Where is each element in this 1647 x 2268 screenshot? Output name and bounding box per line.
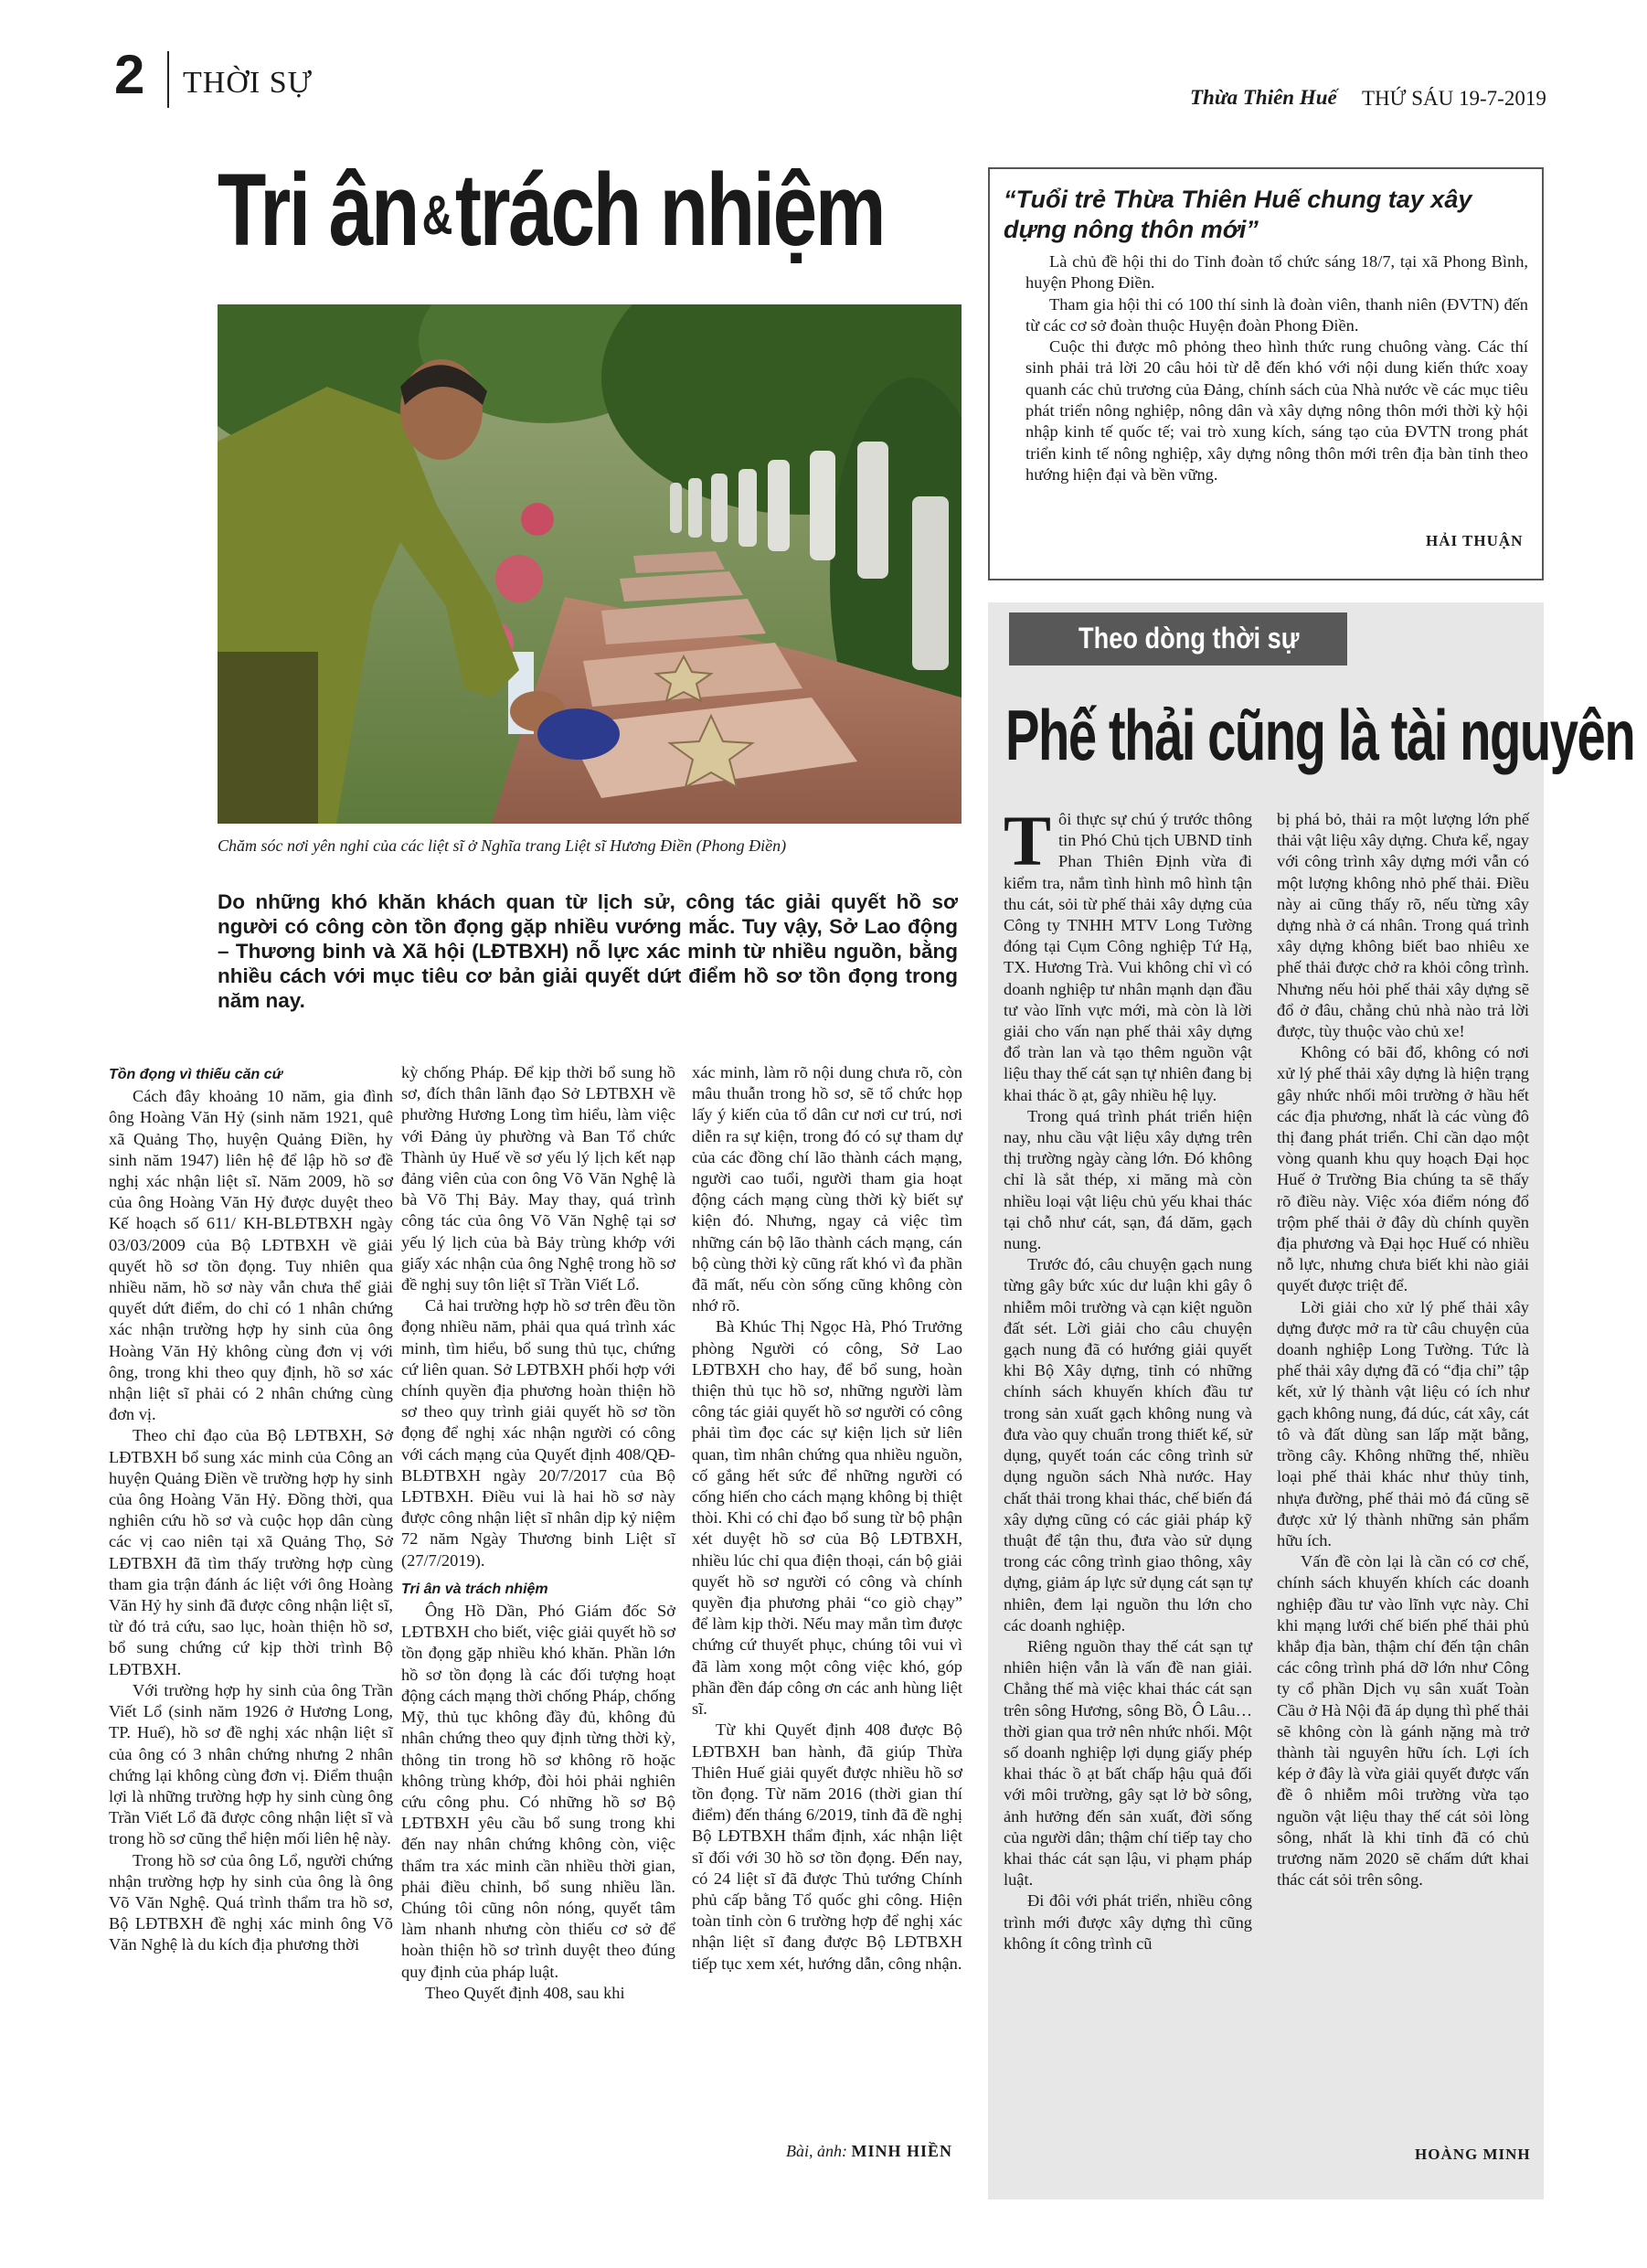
- section-name: THỜI SỰ: [183, 66, 313, 100]
- paragraph: Từ khi Quyết định 408 được Bộ LĐTBXH ban hành, đã giúp Thừa Thiên Huế giải quyết được nhiều hồ sơ tồn đọng. Từ năm 2016 (thời gian thí điểm) đến tháng 6/2019, tỉnh đã đề nghị Bộ LĐTBXH thẩm định, xác nhận liệt sĩ đối với 30 hồ sơ tồn đọng. Đến nay, có 24 liệt sĩ đã được Thủ tướng Chính phủ cấp bằng Tổ quốc ghi công. Hiện toàn tỉnh còn 6 trường hợp để nghị xác nhận liệt sĩ đang được Bộ LĐTBXH tiếp tục xem xét, hướng dẫn, công nhận.: [692, 1720, 962, 1973]
- paragraph: Là chủ đề hội thi do Tỉnh đoàn tổ chức sáng 18/7, tại xã Phong Bình, huyện Phong Điền.: [1025, 252, 1528, 293]
- paragraph: Cuộc thi được mô phỏng theo hình thức rung chuông vàng. Các thí sinh phải trả lời 20 câu hỏi từ dễ đến khó với nội dung kiến thức xoay quanh các chủ trương của Đảng, chính sách của Nhà nước về các mục tiêu phát triển nông nghiệp, nông dân và xây dựng nông thôn mới thời kỳ hội nhập kinh tế quốc tế; vai trò xung kích, sáng tạo của ĐVTN trong phát triển kinh tế nông nghiệp, xây dựng nông thôn mới trên địa bàn tỉnh theo hướng hiện đại và bền vững.: [1025, 337, 1528, 484]
- paragraph: Ông Hồ Dần, Phó Giám đốc Sở LĐTBXH cho biết, việc giải quyết hồ sơ tồn đọng gặp nhiều khó khăn. Phần lớn hồ sơ tồn đọng là các đối tượng hoạt động cách mạng thời chống Pháp, chống Mỹ, thủ tục không đầy đủ, không đủ nhân chứng theo quy định từng thời kỳ, thông tin trong hồ sơ không rõ hoặc không trùng khớp, đòi hỏi phải nghiên cứu công phu. Có những hồ sơ Bộ LĐTBXH yêu cầu bổ sung trong khi đến nay nhân chứng không còn, việc thẩm tra xác minh cần nhiều thời gian, phải điều chỉnh, bổ sung nhiều lần. Chúng tôi cũng nôn nóng, quyết tâm làm nhanh nhưng còn thiếu cơ sở để hoàn thiện hồ sơ trình duyệt theo đúng quy định của pháp luật.: [401, 1602, 675, 1981]
- paragraph: Không có bãi đổ, không có nơi xử lý phế thải xây dựng là hiện trạng gây nhức nhối môi trường ở hầu hết các địa phương, nhất là các vùng đô thị đang phát triển. Chỉ cần dạo một vòng quanh khu quy hoạch Đại học Huế ở Trường Bia chúng ta sẽ thấy rõ điều này. Việc xóa điểm nóng đổ trộm phế thải ở đây dù chính quyền địa phương và Đại học Huế có nhiều nỗ lực, nhưng chưa biết khi nào giải quyết được triệt để.: [1277, 1043, 1529, 1295]
- subheading: Tồn đọng vì thiếu căn cứ: [109, 1067, 283, 1082]
- news-box-title: “Tuổi trẻ Thừa Thiên Huế chung tay xây dựng nông thôn mới”: [1004, 186, 1472, 243]
- article-column-2: [401, 1062, 675, 2004]
- masthead: Thừa Thiên Huế: [1190, 86, 1337, 109]
- byline-name: MINH HIỀN: [851, 2142, 953, 2160]
- opinion-column-2: [1277, 809, 1529, 1890]
- cemetery-photo: [218, 304, 962, 824]
- photo-caption: Chăm sóc nơi yên nghỉ của các liệt sĩ ở Nghĩa trang Liệt sĩ Hương Điền (Phong Điền): [218, 836, 787, 855]
- paragraph: Trước đó, câu chuyện gạch nung từng gây bức xúc dư luận khi gây ô nhiễm môi trường và cạn kiệt nguồn đất sét. Lời giải cho câu chuyện gạch nung đã có hướng giải quyết khi Bộ Xây dựng, tỉnh có những chính sách khuyến khích đầu tư trong sản xuất gạch không nung và đưa vào quy chuẩn trong thiết kế, sử dụng, quyết toán các công trình sử dụng nguồn sách Nhà nước. Hay chất thải trong khai thác, chế biến đá xây dựng cũng có các giải pháp kỹ thuật để tận thu, đưa vào sử dụng trong các công trình giao thông, xây dựng, giảm áp lực sử dụng cát sạn tự nhiên, đem lại nguồn thu lớn cho các doanh nghiệp.: [1004, 1255, 1252, 1634]
- paragraph: Lời giải cho xử lý phế thải xây dựng được mở ra từ câu chuyện của doanh nghiệp Long Tường. Tức là phế thải xây dựng đã có “địa chỉ” tập kết, xử lý thành vật liệu có ích như gạch không nung, đá dúc, cát xây, cát tô và đất dùng san lấp mặt bằng, trồng cây. Không những thế, nhiều loại phế thải khác như thủy tinh, nhựa đường, phế thải mỏ đá cũng sẽ được xử lý thành những sản phẩm hữu ích.: [1277, 1297, 1529, 1549]
- paragraph: kỳ chống Pháp. Để kịp thời bổ sung hồ sơ, đích thân lãnh đạo Sở LĐTBXH về phường Hương Long tìm hiểu, làm việc với Đảng ủy phường và Ban Tổ chức Thành ủy Huế về sơ yếu lý lịch kết nạp đảng viên của con ông Võ Văn Nghệ là bà Võ Thị Bảy. May thay, quá trình công tác của ông Võ Văn Nghệ tại sơ yếu lý lịch của bà Bảy trùng khớp với giấy xác nhận của ông Nghệ trong hồ sơ đề nghị suy tôn liệt sĩ Trần Viết Lổ.: [401, 1063, 675, 1294]
- paragraph: Theo chỉ đạo của Bộ LĐTBXH, Sở LĐTBXH bổ sung xác minh của Công an huyện Quảng Điền về trường hợp hy sinh của ông Hoàng Văn Hỷ. Đồng thời, qua nghiên cứu hồ sơ và cuộc họp dân cùng các vị cao niên tại xã Quảng Thọ, Sở LĐTBXH đã tìm thấy trường hợp cùng tham gia trận đánh ác liệt với ông Hoàng Văn Hỷ hy sinh đã được công nhận liệt sĩ, từ đó trả cứu, sao lục, hoàn thiện hồ sơ, bổ sung chứng cứ kịp thời trình Bộ LĐTBXH.: [109, 1426, 393, 1678]
- page-number: 2: [114, 44, 145, 105]
- opinion-byline: HOÀNG MINH: [1415, 2146, 1531, 2163]
- paragraph: Với trường hợp hy sinh của ông Trần Viết Lổ (sinh năm 1926 ở Hương Long, TP. Huế), hồ sơ đề nghị xác nhận liệt sĩ của ông có 3 nhân chứng nhưng 2 nhân chứng lại không cùng đơn vị. Điểm thuận lợi là những trường hợp hy sinh cùng ông Trần Viết Lổ đã được công nhận liệt sĩ và trong hồ sơ cũng thể hiện mối liên hệ này.: [109, 1680, 393, 1848]
- article-column-1: [109, 1062, 393, 1956]
- opinion-column-1: [1004, 801, 1252, 1954]
- issue-date: THỨ SÁU 19-7-2019: [1362, 87, 1546, 110]
- paragraph: Đi đôi với phát triển, nhiều công trình mới được xây dựng thì cũng không ít công trình cũ: [1004, 1891, 1252, 1953]
- byline-prefix: Bài, ảnh:: [786, 2142, 847, 2160]
- paragraph: Trong hồ sơ của ông Lổ, người chứng nhận trường hợp hy sinh của ông là ông Võ Văn Nghệ. Quá trình thẩm tra hồ sơ, Bộ LĐTBXH đề nghị xác minh ông Võ Văn Nghệ là du kích địa phương thời: [109, 1850, 393, 1954]
- article-column-3: [692, 1062, 962, 1975]
- headline-amp: &: [421, 185, 452, 246]
- news-box-byline: HẢI THUẬN: [1426, 532, 1524, 549]
- kicker-label: Theo dòng thời sự: [1079, 622, 1300, 655]
- paragraph: bị phá bỏ, thải ra một lượng lớn phế thải vật liệu xây dựng. Chưa kể, ngay với công trình xây dựng mới vẫn có một lượng không nhỏ phế thải. Điều này ai cũng thấy rõ, nếu từng xây dựng nhà ở cá nhân. Trong quá trình xây dựng không biết bao nhiêu xe phế thải được chở ra khỏi công trình. Nhưng nếu hỏi phế thải xây dựng sẽ đổ ở đâu, chẳng chủ nhà nào trả lời được, tùy thuộc vào chủ xe!: [1277, 810, 1529, 1041]
- opinion-headline: Phế thải cũng là tài nguyên: [1005, 695, 1635, 775]
- header-divider: [167, 51, 169, 108]
- paragraph: Tham gia hội thi có 100 thí sinh là đoàn viên, thanh niên (ĐVTN) đến từ các cơ sở đoàn thuộc Huyện đoàn Phong Điền.: [1025, 294, 1528, 335]
- paragraph: Vấn đề còn lại là cần có cơ chế, chính sách khuyến khích các doanh nghiệp đầu tư vào lĩnh vực này. Chỉ khi mạng lưới chế biến phế thải phủ khắp địa bàn, thậm chí đến tận chân các công trình phá dỡ lớn như Công ty cổ phần Dịch vụ sân xuất Toàn Cầu ở Hà Nội đã áp dụng thì phế thải sẽ không còn là gánh nặng mà trở thành tài nguyên hữu ích. Lợi ích kép ở đây là vừa giải quyết được vấn đề ô nhiễm môi trường vừa tạo nguồn vật liệu thay thế cát sỏi lòng sông, nhất là khi tỉnh đã có chủ trương năm 2020 sẽ chấm dứt khai thác cát sỏi trên sông.: [1277, 1552, 1529, 1890]
- paragraph-text: ôi thực sự chú ý trước thông tin Phó Chủ tịch UBND tỉnh Phan Thiên Định vừa đi kiểm tra, nắm tình hình mô hình tận thu cát, sỏi từ phế thải xây dựng của Công ty TNHH MTV Long Tường đóng tại Cụm Công nghiệp Tứ Hạ, TX. Hương Trà. Vui không chỉ vì có doanh nghiệp tư nhân mạnh dạn đầu tư vào lĩnh vực mới, mà còn là lời giải cho vấn nạn phế thải xây dựng đổ tràn lan và tạo thêm nguồn vật liệu thay thế cát sạn tự nhiên đang bị khai thác ồ ạt, gây nhiều hệ lụy.: [1004, 810, 1252, 1104]
- drop-cap: T: [1004, 801, 1052, 880]
- lead-paragraph: Do những khó khăn khách quan từ lịch sử, công tác giải quyết hồ sơ người có công còn tồn đọng gặp nhiều vướng mắc. Tuy vậy, Sở Lao động – Thương binh và Xã hội (LĐTBXH) nỗ lực xác minh từ nhiều nguồn, bằng nhiều cách với mục tiêu cơ bản giải quyết dứt điểm hồ sơ tồn đọng trong năm nay.: [218, 890, 958, 1012]
- article-byline: [786, 2142, 952, 2161]
- paragraph: Cách đây khoảng 10 năm, gia đình ông Hoàng Văn Hỷ (sinh năm 1921, quê xã Quảng Thọ, huyện Quảng Điền, hy sinh năm 1947) liên hệ để lập hồ sơ đề nghị xác nhận liệt sĩ. Năm 2009, hồ sơ của ông Hoàng Văn Hỷ được duyệt theo Kế hoạch số 611/ KH-BLĐTBXH ngày 03/03/2009 của Bộ LĐTBXH về giải quyết hồ sơ tồn đọng. Tuy nhiên qua nhiều năm, hồ sơ này vẫn chưa thể giải quyết dứt điểm, do chỉ có 1 nhân chứng xác nhận trường hợp hy sinh của ông Hoàng Văn Hỷ không cùng đơn vị với ông, trong khi theo quy định, hồ sơ xác nhận liệt sĩ phải có 2 nhân chứng cùng đơn vị.: [109, 1087, 393, 1424]
- paragraph: [1004, 801, 1252, 1106]
- paragraph: xác minh, làm rõ nội dung chưa rõ, còn mâu thuẫn trong hồ sơ, sẽ tổ chức họp lấy ý kiến của tổ dân cư nơi cư trú, nơi diễn ra sự kiện, trong đó có sự tham dự của các đồng chí lão thành cách mạng, người cao tuổi, người tham gia hoạt động cách mạng cùng thời kỳ biết sự kiện đó. Nhưng, ngay cả việc tìm những cán bộ lão thành cách mạng, cán bộ cùng thời kỳ cũng rất khó vì đa phần đã mất, nếu còn sống cũng không còn nhớ rõ.: [692, 1063, 962, 1315]
- news-box-body: [1025, 251, 1528, 485]
- paragraph: Riêng nguồn thay thế cát sạn tự nhiên hiện vẫn là vấn đề nan giải. Chẳng thế mà việc khai thác cát sạn trên sông Hương, sông Bồ, Ô Lâu… thời gian qua trở nên nhức nhối. Một số doanh nghiệp lợi dụng giấy phép khai thác ồ ạt bất chấp hậu quả đối với môi trường, gây sạt lở bờ sông, ảnh hưởng đến sản xuất, đời sống của người dân; thậm chí tiếp tay cho khai thác cát sạn lậu, vi phạm pháp luật.: [1004, 1636, 1252, 1890]
- paragraph: Trong quá trình phát triển hiện nay, nhu cầu vật liệu xây dựng trên thị trường ngày càng lớn. Đó không chỉ là sắt thép, xi măng mà còn nhiều loại vật liệu chủ yếu khai thác tại chỗ như cát, sạn, đá dăm, gạch nung.: [1004, 1106, 1252, 1253]
- main-headline: [218, 155, 884, 271]
- subheading: Tri ân và trách nhiệm: [401, 1581, 548, 1597]
- headline-part2: trách nhiệm: [454, 153, 885, 267]
- headline-part1: Tri ân: [218, 153, 418, 267]
- paragraph: Theo Quyết định 408, sau khi: [425, 1983, 625, 2002]
- paragraph: Cả hai trường hợp hồ sơ trên đều tồn đọng nhiều năm, phải qua quá trình xác minh, tìm hiểu, bổ sung thủ tục, chứng cứ liên quan. Sở LĐTBXH phối hợp với chính quyền địa phương hoàn thiện hồ sơ theo quy trình giải quyết hồ sơ tồn đọng để nghị xác nhận người có công với cách mạng của Quyết định 408/QĐ-BLĐTBXH ngày 20/7/2017 của Bộ LĐTBXH. Điều vui là hai hồ sơ này được công nhận liệt sĩ nhân dịp kỷ niệm 72 năm Ngày Thương binh Liệt sĩ (27/7/2019).: [401, 1296, 675, 1570]
- paragraph: Bà Khúc Thị Ngọc Hà, Phó Trưởng phòng Người có công, Sở Lao LĐTBXH cho hay, để bổ sung, hoàn thiện thủ tục hồ sơ, những người làm công tác giải quyết hồ sơ người có công phải tìm đọc các sự kiện lịch sử liên quan, tìm nhân chứng qua nhiều nguồn, cố gắng hết sức để những người có cống hiến cho cách mạng không bị thiệt thòi. Khi có chỉ đạo bổ sung từ bộ phận xét duyệt hồ sơ của Bộ LĐTBXH, nhiều lúc chỉ qua điện thoại, cán bộ giải quyết hồ sơ người có công và chính quyền địa phương phải “co giò chạy” để làm kịp thời. Nếu may mắn tìm được chứng cứ thuyết phục, chúng tôi vui vì đã làm xong một công việc khó, góp phần đền đáp công ơn các anh hùng liệt sĩ.: [692, 1317, 962, 1719]
